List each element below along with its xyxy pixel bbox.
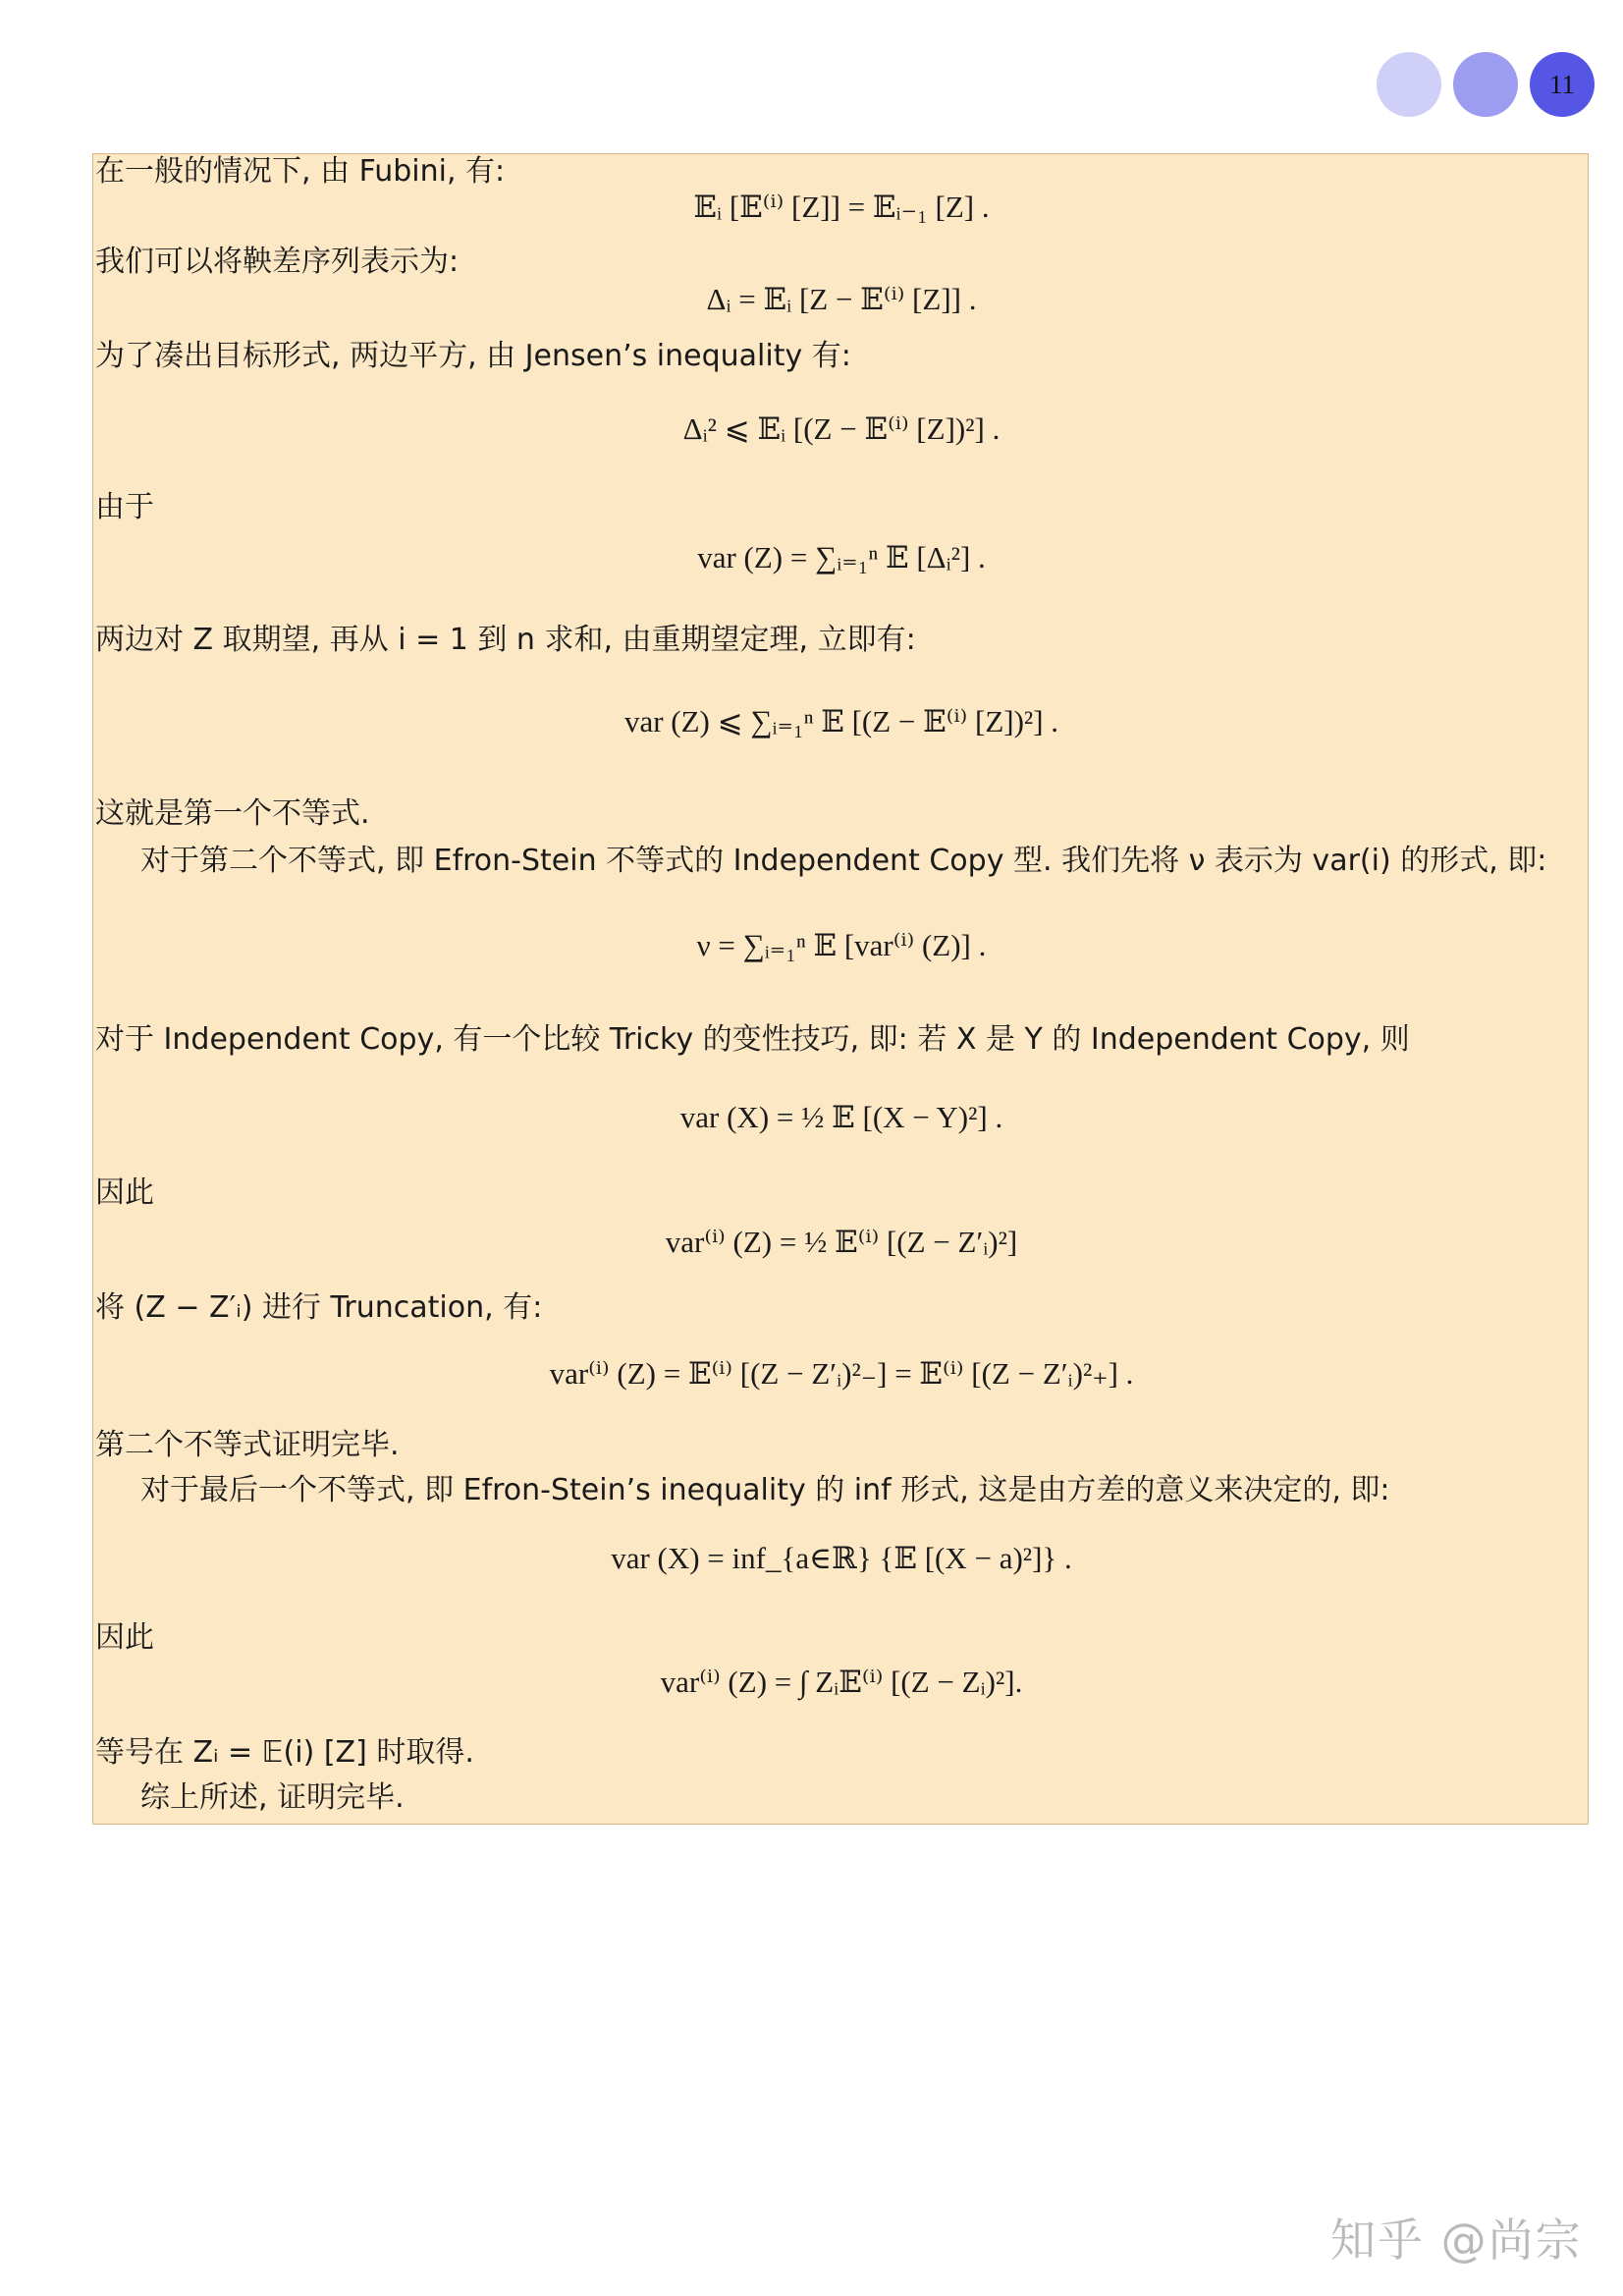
text-line: 为了凑出目标形式, 两边平方, 由 Jensen’s inequality 有: — [95, 339, 851, 373]
equation: Δᵢ = 𝔼ᵢ [Z − 𝔼⁽ⁱ⁾ [Z]] . — [706, 282, 977, 316]
equation: var (Z) = ∑ᵢ₌₁ⁿ 𝔼 [Δᵢ²] . — [697, 540, 986, 574]
equation: var⁽ⁱ⁾ (Z) = 𝔼⁽ⁱ⁾ [(Z − Z′ᵢ)²₋] = 𝔼⁽ⁱ⁾ [(Z − Z′ᵢ)²₊] . — [549, 1356, 1134, 1391]
equation: var⁽ⁱ⁾ (Z) = ½ 𝔼⁽ⁱ⁾ [(Z − Z′ᵢ)²] — [665, 1225, 1018, 1259]
decor-dot — [1453, 52, 1518, 117]
equation: 𝔼ᵢ [𝔼⁽ⁱ⁾ [Z]] = 𝔼ᵢ₋₁ [Z] . — [693, 190, 990, 224]
text-line: 由于 — [95, 490, 154, 524]
equation: Δᵢ² ⩽ 𝔼ᵢ [(Z − 𝔼⁽ⁱ⁾ [Z])²] . — [682, 411, 1001, 446]
equation: ν = ∑ᵢ₌₁ⁿ 𝔼 [var⁽ⁱ⁾ (Z)] . — [696, 928, 987, 962]
text-line: 综上所述, 证明完毕. — [140, 1780, 405, 1815]
equation: var (Z) ⩽ ∑ᵢ₌₁ⁿ 𝔼 [(Z − 𝔼⁽ⁱ⁾ [Z])²] . — [623, 704, 1059, 738]
equation: var (X) = inf_{a∈ℝ} {𝔼 [(X − a)²]} . — [611, 1541, 1072, 1575]
text-line: 在一般的情况下, 由 Fubini, 有: — [95, 154, 506, 189]
equation: var (X) = ½ 𝔼 [(X − Y)²] . — [679, 1100, 1003, 1134]
text-line: 对于第二个不等式, 即 Efron-Stein 不等式的 Independent Copy 型. 我们先将 ν 表示为 var(i) 的形式, 即: — [140, 844, 1547, 878]
watermark: 知乎 @尚宗 — [1330, 2214, 1583, 2267]
page-number: 11 — [1530, 52, 1595, 117]
text-line: 因此 — [95, 1620, 154, 1655]
text-line: 因此 — [95, 1175, 154, 1210]
text-line: 两边对 Z 取期望, 再从 i = 1 到 n 求和, 由重期望定理, 立即有: — [95, 623, 916, 657]
decor-dot — [1377, 52, 1441, 117]
equation: var⁽ⁱ⁾ (Z) = ∫ Zᵢ𝔼⁽ⁱ⁾ [(Z − Zᵢ)²]. — [660, 1665, 1023, 1699]
text-line: 第二个不等式证明完毕. — [95, 1428, 400, 1462]
text-line: 对于 Independent Copy, 有一个比较 Tricky 的变性技巧, 即: 若 X 是 Y 的 Independent Copy, 则 — [95, 1022, 1410, 1057]
text-line: 将 (Z − Z′ᵢ) 进行 Truncation, 有: — [95, 1290, 543, 1325]
proof-block — [92, 153, 1589, 1825]
text-line: 等号在 Zᵢ = 𝔼(i) [Z] 时取得. — [95, 1735, 474, 1770]
text-line: 这就是第一个不等式. — [95, 796, 370, 831]
text-line: 我们可以将鞅差序列表示为: — [95, 245, 460, 279]
text-line: 对于最后一个不等式, 即 Efron-Stein’s inequality 的 inf 形式, 这是由方差的意义来决定的, 即: — [140, 1473, 1390, 1507]
